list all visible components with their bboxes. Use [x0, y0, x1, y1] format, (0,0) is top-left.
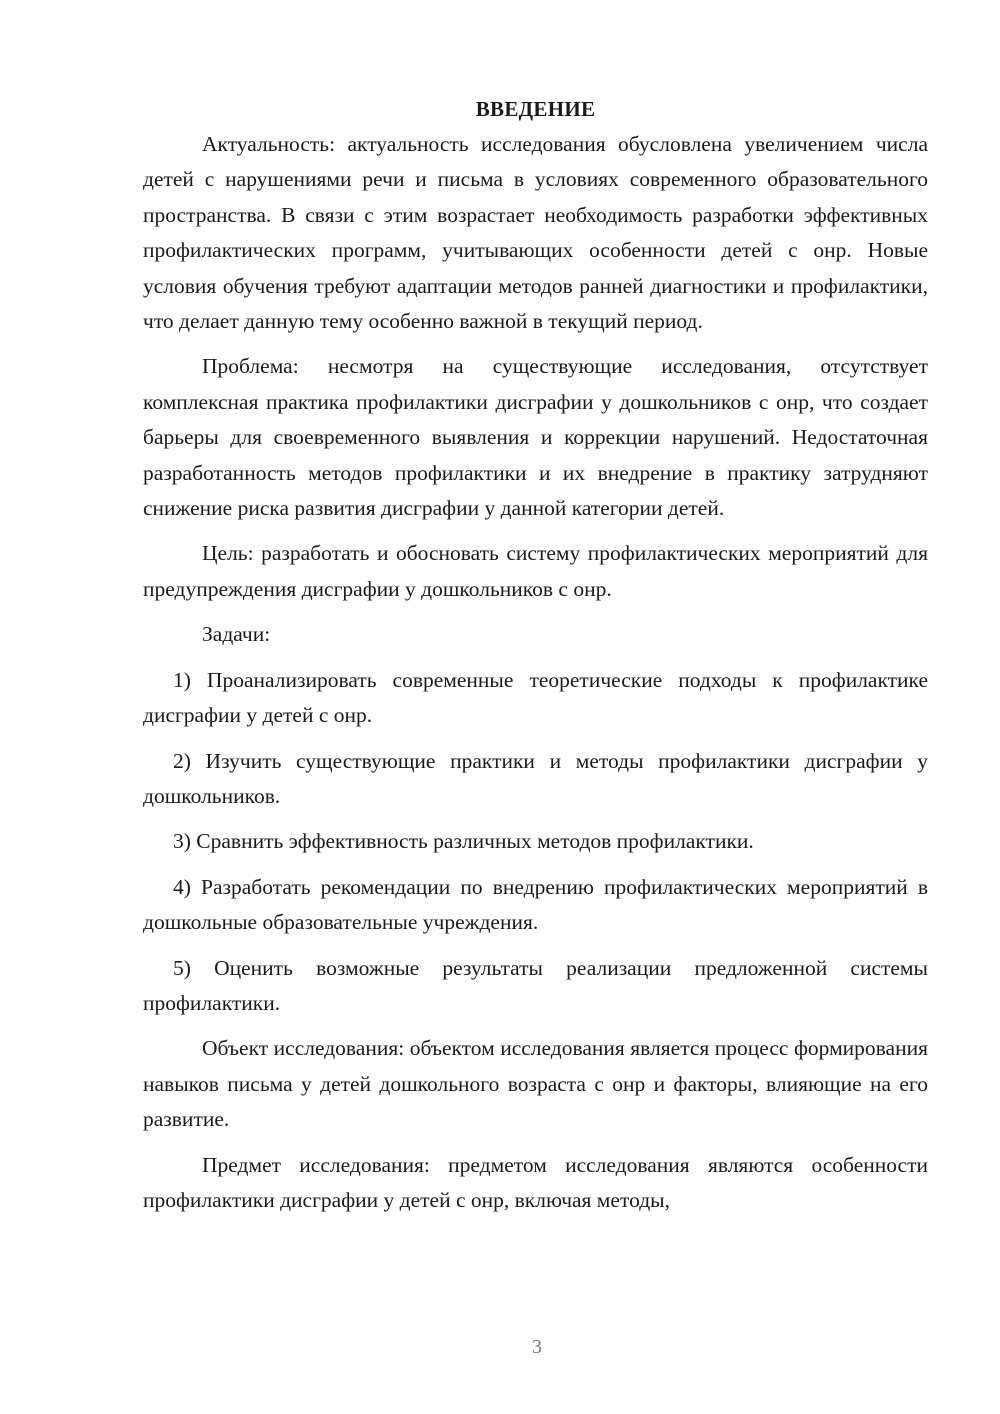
- list-item: 1) Проанализировать современные теоретические подходы к профилактике дисграфии у детей с онр.: [143, 667, 928, 728]
- list-item: 2) Изучить существующие практики и методы профилактики дисграфии у дошкольников.: [143, 748, 928, 808]
- document-page: [143, 92, 928, 1218]
- object-paragraph: Объект исследования: объектом исследования является процесс формирования навыков письма у детей дошкольного возраста с онр и факторы, влияющие на его развитие.: [143, 1036, 928, 1132]
- tasks-list: [143, 663, 928, 1022]
- relevance-paragraph: Актуальность: актуальность исследования обусловлена увеличением числа детей с нарушениями речи и письма в условиях современного образовательного пространства. В связи с этим возрастает необходимость разработки эффективных профилактических программ, учитывающих особенности детей с онр. Новые условия обучения требуют адаптации методов ранней диагностики и профилактики, что делает данную тему особенно важной в текущий период.: [143, 132, 928, 334]
- section-title: ВВЕДЕНИЕ: [475, 97, 596, 121]
- list-item: 3) Сравнить эффективность различных методов профилактики.: [173, 829, 754, 854]
- goal-paragraph: Цель: разработать и обосновать систему профилактических мероприятий для предупреждения дисграфии у дошкольников с онр.: [143, 541, 928, 601]
- list-item: 4) Разработать рекомендации по внедрению профилактических мероприятий в дошкольные образовательные учреждения.: [143, 874, 928, 935]
- problem-paragraph: Проблема: несмотря на существующие исследования, отсутствует комплексная практика профилактики дисграфии у дошкольников с онр, что создает барьеры для своевременного выявления и коррекции нарушений. Недостаточная разработанность методов профилактики и их внедрение в практику затрудняют снижение риска развития дисграфии у данной категории детей.: [143, 354, 928, 521]
- list-item: 5) Оценить возможные результаты реализации предложенной системы профилактики.: [143, 955, 928, 1015]
- tasks-heading: Задачи:: [202, 622, 271, 647]
- subject-paragraph: Предмет исследования: предметом исследования являются особенности профилактики дисграфии у детей с онр, включая методы,: [143, 1152, 928, 1212]
- page-number: 3: [532, 1336, 542, 1358]
